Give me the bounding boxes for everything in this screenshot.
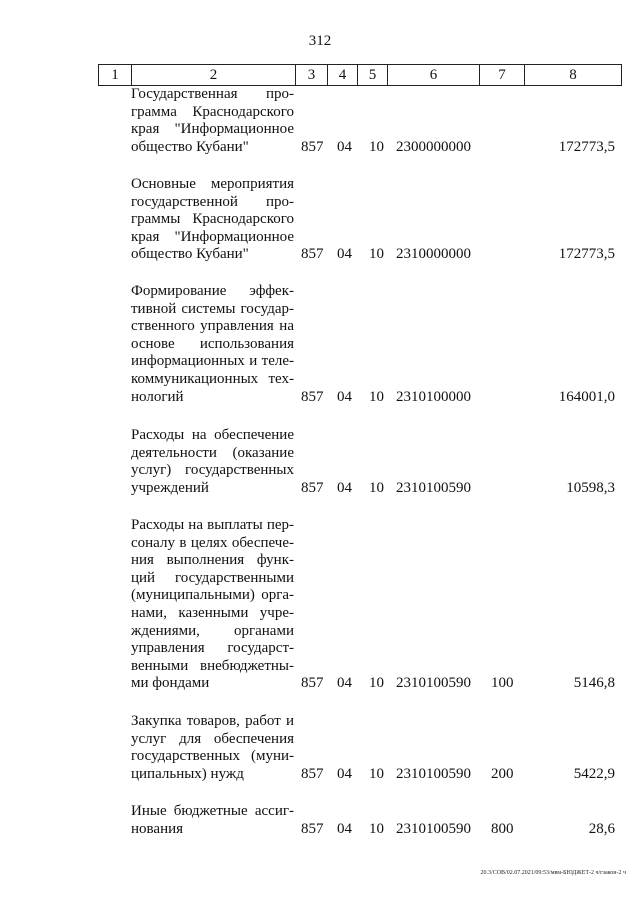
- amount: 172773,5: [558, 246, 615, 263]
- subsection-code: 10: [369, 246, 384, 263]
- subsection-code: 10: [369, 138, 384, 155]
- subsection-code: 10: [369, 820, 384, 837]
- description-line: нологий: [131, 388, 184, 405]
- column-header-5: 5: [358, 65, 388, 86]
- description-line: услуг) государственных: [131, 462, 294, 479]
- description-line: Расходы на выплаты пер-: [131, 517, 294, 533]
- description-line: Расходы на обеспечение: [131, 427, 294, 443]
- amount: 5146,8: [573, 675, 615, 692]
- description-line: общество Кубани": [131, 138, 249, 155]
- target-item-code: 2300000000: [396, 138, 471, 155]
- description-line: грамма Краснодарского: [131, 103, 294, 120]
- description-line: края "Информационное: [131, 121, 294, 138]
- column-header-4: 4: [328, 65, 358, 86]
- row-description: [131, 176, 294, 264]
- description-line: информационных и теле-: [131, 353, 294, 370]
- section-code: 04: [337, 246, 352, 263]
- row-description: [131, 427, 294, 497]
- target-item-code: 2310100590: [396, 675, 471, 692]
- description-line: ждениями, органами: [131, 622, 294, 639]
- description-line: венными внебюджетны-: [131, 657, 294, 674]
- amount: 10598,3: [566, 479, 615, 496]
- section-code: 04: [337, 675, 352, 692]
- row-description: [131, 517, 294, 693]
- expense-type-code: 100: [491, 675, 514, 692]
- page-number: 312: [308, 33, 332, 49]
- description-line: ций государственными: [131, 569, 294, 586]
- target-item-code: 2310100590: [396, 820, 471, 837]
- section-code: 04: [337, 388, 352, 405]
- section-code: 04: [337, 765, 352, 782]
- ministry-code: 857: [301, 388, 324, 405]
- ministry-code: 857: [301, 820, 324, 837]
- section-code: 04: [337, 820, 352, 837]
- description-line: основе использования: [131, 335, 294, 352]
- description-line: граммы Краснодарского: [131, 211, 294, 228]
- subsection-code: 10: [369, 675, 384, 692]
- row-description: [131, 713, 294, 783]
- description-line: (муниципальными) орга-: [131, 587, 294, 604]
- target-item-code: 2310000000: [396, 246, 471, 263]
- column-header-2: 2: [132, 65, 296, 86]
- description-line: тивной системы государ-: [131, 300, 294, 317]
- description-line: государственной про-: [131, 193, 294, 210]
- column-header-1: 1: [99, 65, 132, 86]
- amount: 28,6: [588, 820, 615, 837]
- description-line: нования: [131, 820, 184, 837]
- ministry-code: 857: [301, 765, 324, 782]
- description-line: учреждений: [131, 479, 209, 496]
- row-description: [131, 283, 294, 406]
- description-line: ния выполнения функ-: [131, 552, 294, 569]
- description-line: общество Кубани": [131, 246, 249, 263]
- description-line: деятельности (оказание: [131, 444, 294, 461]
- row-description: [131, 803, 294, 838]
- row-description: [131, 86, 294, 156]
- amount: 5422,9: [573, 765, 615, 782]
- description-line: края "Информационное: [131, 228, 294, 245]
- amount: 164001,0: [558, 388, 615, 405]
- column-header-7: 7: [480, 65, 525, 86]
- ministry-code: 857: [301, 138, 324, 155]
- description-line: Основные мероприятия: [131, 176, 294, 192]
- target-item-code: 2310100590: [396, 765, 471, 782]
- column-header-8: 8: [525, 65, 622, 86]
- description-line: ципальных) нужд: [131, 765, 244, 782]
- description-line: нами, казенными учре-: [131, 604, 294, 621]
- section-code: 04: [337, 479, 352, 496]
- column-header-6: 6: [388, 65, 480, 86]
- target-item-code: 2310100590: [396, 479, 471, 496]
- expense-type-code: 800: [491, 820, 514, 837]
- description-line: Формирование эффек-: [131, 283, 294, 299]
- expense-type-code: 200: [491, 765, 514, 782]
- subsection-code: 10: [369, 479, 384, 496]
- description-line: услуг для обеспечения: [131, 730, 294, 747]
- description-line: соналу в целях обеспече-: [131, 534, 294, 551]
- section-code: 04: [337, 138, 352, 155]
- description-line: Иные бюджетные ассиг-: [131, 803, 294, 819]
- description-line: ственного управления на: [131, 318, 294, 335]
- ministry-code: 857: [301, 479, 324, 496]
- column-header-3: 3: [296, 65, 328, 86]
- description-line: Государственная про-: [131, 86, 294, 102]
- ministry-code: 857: [301, 246, 324, 263]
- description-line: государственных (муни-: [131, 748, 294, 765]
- description-line: коммуникационных тех-: [131, 370, 294, 387]
- subsection-code: 10: [369, 388, 384, 405]
- description-line: управления государст-: [131, 640, 294, 657]
- document-footer-stamp: 20.3/СОВ/02.07.2021/09:53/мвм-БЮДЖЕТ-2 ч/гзакон-2 ч: [480, 870, 626, 876]
- description-line: ми фондами: [131, 675, 210, 692]
- subsection-code: 10: [369, 765, 384, 782]
- amount: 172773,5: [558, 138, 615, 155]
- target-item-code: 2310100000: [396, 388, 471, 405]
- description-line: Закупка товаров, работ и: [131, 713, 294, 729]
- ministry-code: 857: [301, 675, 324, 692]
